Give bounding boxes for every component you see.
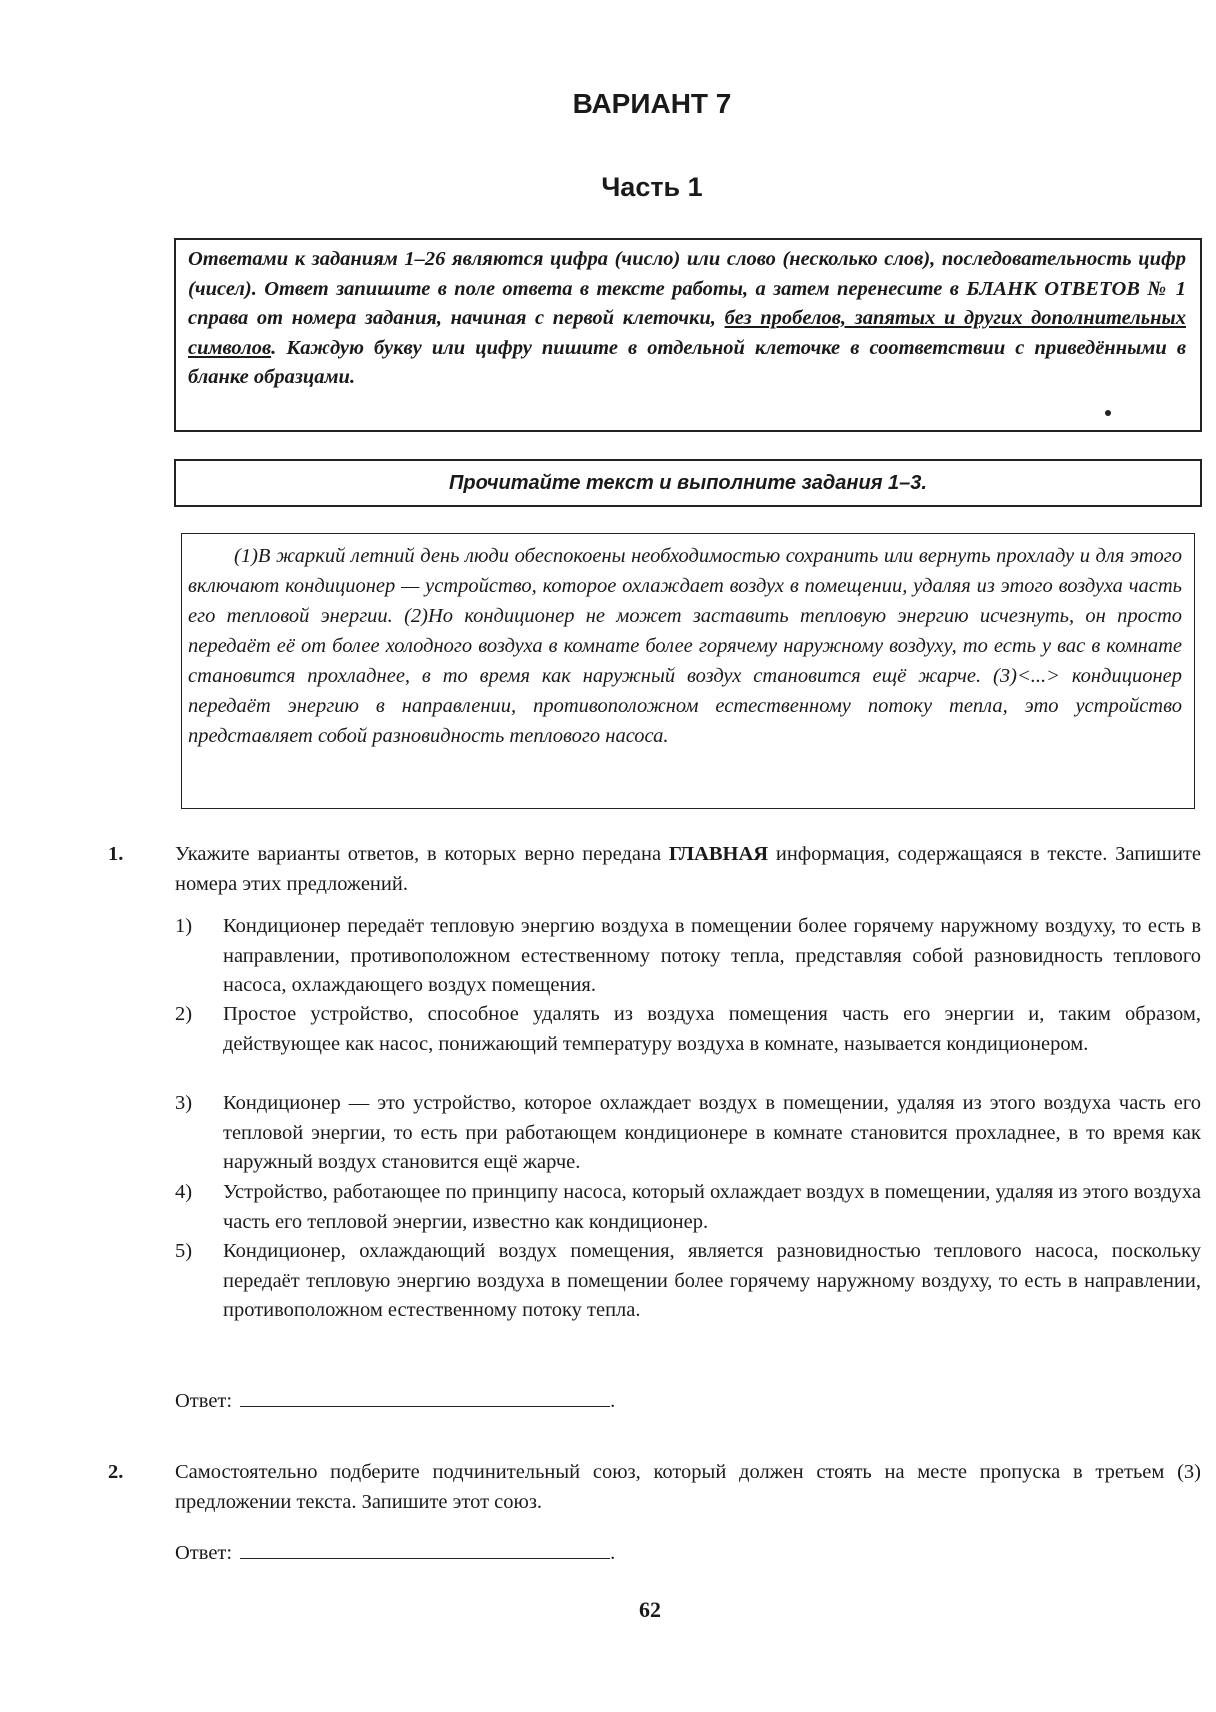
option-number: 1) bbox=[175, 915, 193, 937]
answer-label: Ответ: bbox=[175, 1390, 233, 1412]
instructions-box bbox=[174, 238, 1202, 432]
option-number: 3) bbox=[175, 1092, 193, 1114]
variant-title: ВАРИАНТ 7 bbox=[572, 88, 732, 119]
option-number: 4) bbox=[175, 1181, 193, 1203]
part-title: Часть 1 bbox=[601, 172, 703, 202]
answer-suffix: . bbox=[610, 1542, 616, 1564]
answer-suffix: . bbox=[610, 1390, 616, 1412]
instructions-text-after: . Каждую букву или цифру пишите в отдельной клеточке в соответствии с приведёнными в бланке образцами. bbox=[188, 336, 1186, 388]
answer-field-1 bbox=[175, 1388, 615, 1413]
option-text: Кондиционер — это устройство, которое охлаждает воздух в помещении, удаляя из этого воздуха часть его тепловой энергии, то есть при работающем кондиционере в комнате становится прохладнее, в то время как наружный воздух становится ещё жарче. bbox=[223, 1092, 1201, 1173]
option-number: 5) bbox=[175, 1240, 193, 1262]
answer-line[interactable] bbox=[240, 1388, 610, 1407]
question-text-before: Укажите варианты ответов, в которых верно передана bbox=[175, 843, 669, 865]
instructions-underlined: без пробелов, запятых и других дополнительных символов bbox=[188, 307, 1186, 359]
question-text bbox=[175, 840, 1201, 899]
question-number: 1. bbox=[108, 843, 124, 865]
option-text: Кондиционер, охлаждающий воздух помещения, является разновидностью теплового насоса, поскольку передаёт тепловую энергию воздуха в помещении более горячему наружному воздуху, то есть в направлении, противоположном естественному потоку тепла. bbox=[223, 1240, 1201, 1321]
question-text-bold: ГЛАВНАЯ bbox=[668, 843, 769, 865]
answer-line[interactable] bbox=[240, 1540, 610, 1559]
option-text: Простое устройство, способное удалять из воздуха помещения часть его энергии и, таким образом, действующее как насос, понижающий температуру воздуха в комнате, называется кондиционером. bbox=[223, 1003, 1201, 1055]
read-task-box: Прочитайте текст и выполните задания 1–3. bbox=[174, 459, 1202, 507]
answer-label: Ответ: bbox=[175, 1542, 233, 1564]
question-number: 2. bbox=[108, 1461, 124, 1483]
option-number: 2) bbox=[175, 1003, 193, 1025]
page-number: 62 bbox=[639, 1597, 661, 1622]
instructions-text-before: Ответами к заданиям 1–26 являются цифра (число) или слово (несколько слов), последовательность цифр (чисел). Ответ запишите в поле ответа в тексте работы, а затем перенесите в БЛАНК ОТВЕТОВ № 1 справа от номера задания, начиная с первой клеточки, bbox=[188, 248, 1186, 329]
stray-dot bbox=[1105, 410, 1111, 416]
answer-field-2 bbox=[175, 1540, 615, 1565]
passage-box: (1)В жаркий летний день люди обеспокоены необходимостью сохранить или вернуть прохладу и для этого включают кондиционер — устройство, которое охлаждает воздух в помещении, удаляя из этого воздуха часть его тепловой энергии. (2)Но кондиционер не может заставить тепловую энергию исчезнуть, он просто передаёт её от более холодного воздуха в комнате более горячему наружному воздуху, то есть у вас в комнате становится прохладнее, в то время как наружный воздух становится ещё жарче. (3)<...> кондиционер передаёт энергию в направлении, противоположном естественному потоку тепла, это устройство представляет собой разновидность теплового насоса. bbox=[181, 533, 1195, 809]
option-text: Устройство, работающее по принципу насоса, который охлаждает воздух в помещении, удаляя из этого воздуха часть его тепловой энергии, известно как кондиционер. bbox=[223, 1181, 1201, 1233]
question-text: Самостоятельно подберите подчинительный союз, который должен стоять на месте пропуска в третьем (3) предложении текста. Запишите этот союз. bbox=[175, 1461, 1201, 1513]
question-text-after: информация, содержащаяся в тексте. Запишите номера этих предложений. bbox=[175, 843, 1201, 895]
option-text: Кондиционер передаёт тепловую энергию воздуха в помещении более горячему наружному воздуху, то есть в направлении, противоположном естественному потоку тепла, представляя собой разновидность теплового насоса, охлаждающего воздух помещения. bbox=[223, 915, 1201, 996]
